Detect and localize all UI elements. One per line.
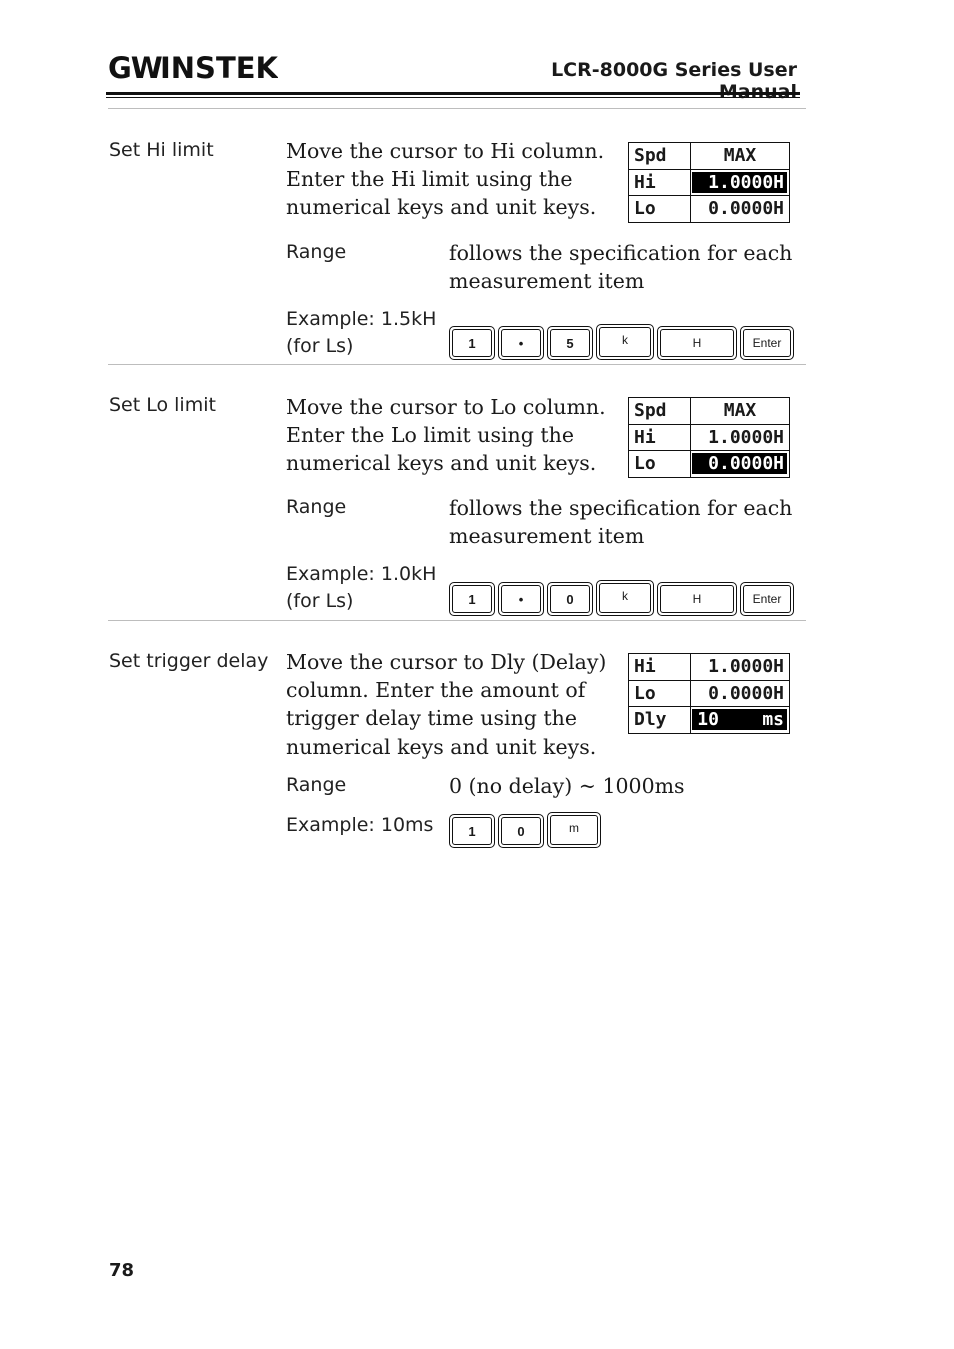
range-label: Range	[286, 241, 347, 263]
key-sequence-delay	[449, 812, 601, 848]
hi-limit-description: Move the cursor to Hi column. Enter the Hi limit using the numerical keys and unit keys.	[286, 139, 605, 220]
manual-title: LCR-8000G Series User	[551, 59, 797, 81]
gw-instek-logo	[108, 52, 278, 82]
trigger-delay-description: Move the cursor to Dly (Delay) column. Enter the amount of trigger delay time using the numerical keys and unit keys.	[286, 650, 607, 759]
range-text: follows the specification for each measurement item	[449, 496, 793, 549]
range-label: Range	[286, 774, 347, 796]
selected-value: 10 ms	[692, 709, 787, 730]
range-text: follows the specification for each measurement item	[449, 241, 793, 294]
range-label: Range	[286, 496, 347, 518]
key-decimal-point: •	[498, 582, 544, 616]
key-0: 0	[498, 814, 544, 848]
lcd-display-delay: Hi 1.0000H Lo 0.0000H Dly 10 ms	[628, 653, 790, 734]
section-label-hi-limit: Set Hi limit	[109, 139, 214, 161]
example-label: Example: 10ms	[286, 814, 434, 836]
section-label-trigger-delay: Set trigger delay	[109, 650, 269, 672]
section-divider	[108, 108, 806, 109]
example-label: Example: 1.5kH (for Ls)	[286, 308, 437, 357]
svg-text:INSTEK: INSTEK	[160, 52, 278, 82]
key-m: m	[547, 812, 601, 848]
section-label-lo-limit: Set Lo limit	[109, 394, 216, 416]
key-1: 1	[449, 814, 495, 848]
key-h: H	[657, 326, 737, 360]
lo-limit-description: Move the cursor to Lo column. Enter the Lo limit using the numerical keys and unit keys.	[286, 395, 606, 476]
range-text: 0 (no delay) ~ 1000ms	[449, 774, 685, 798]
svg-text:GW: GW	[108, 52, 162, 82]
key-enter: Enter	[740, 326, 794, 360]
key-sequence-hi	[449, 324, 794, 360]
lcd-display-hi: Spd MAX Hi 1.0000H Lo 0.0000H	[628, 142, 790, 223]
header-rule	[106, 92, 800, 95]
page-number: 78	[109, 1260, 135, 1281]
key-decimal-point: •	[498, 326, 544, 360]
example-label: Example: 1.0kH (for Ls)	[286, 563, 437, 612]
key-k: k	[596, 580, 654, 616]
selected-value: 1.0000H	[692, 172, 787, 193]
lcd-display-lo: Spd MAX Hi 1.0000H Lo 0.0000H	[628, 397, 790, 478]
key-1: 1	[449, 326, 495, 360]
key-0: 0	[547, 582, 593, 616]
header-rule-thin	[106, 97, 800, 98]
key-enter: Enter	[740, 582, 794, 616]
key-1: 1	[449, 582, 495, 616]
key-5: 5	[547, 326, 593, 360]
key-sequence-lo	[449, 580, 794, 616]
selected-value: 0.0000H	[692, 453, 787, 474]
section-divider	[108, 364, 806, 365]
key-k: k	[596, 324, 654, 360]
section-divider	[108, 620, 806, 621]
key-h: H	[657, 582, 737, 616]
